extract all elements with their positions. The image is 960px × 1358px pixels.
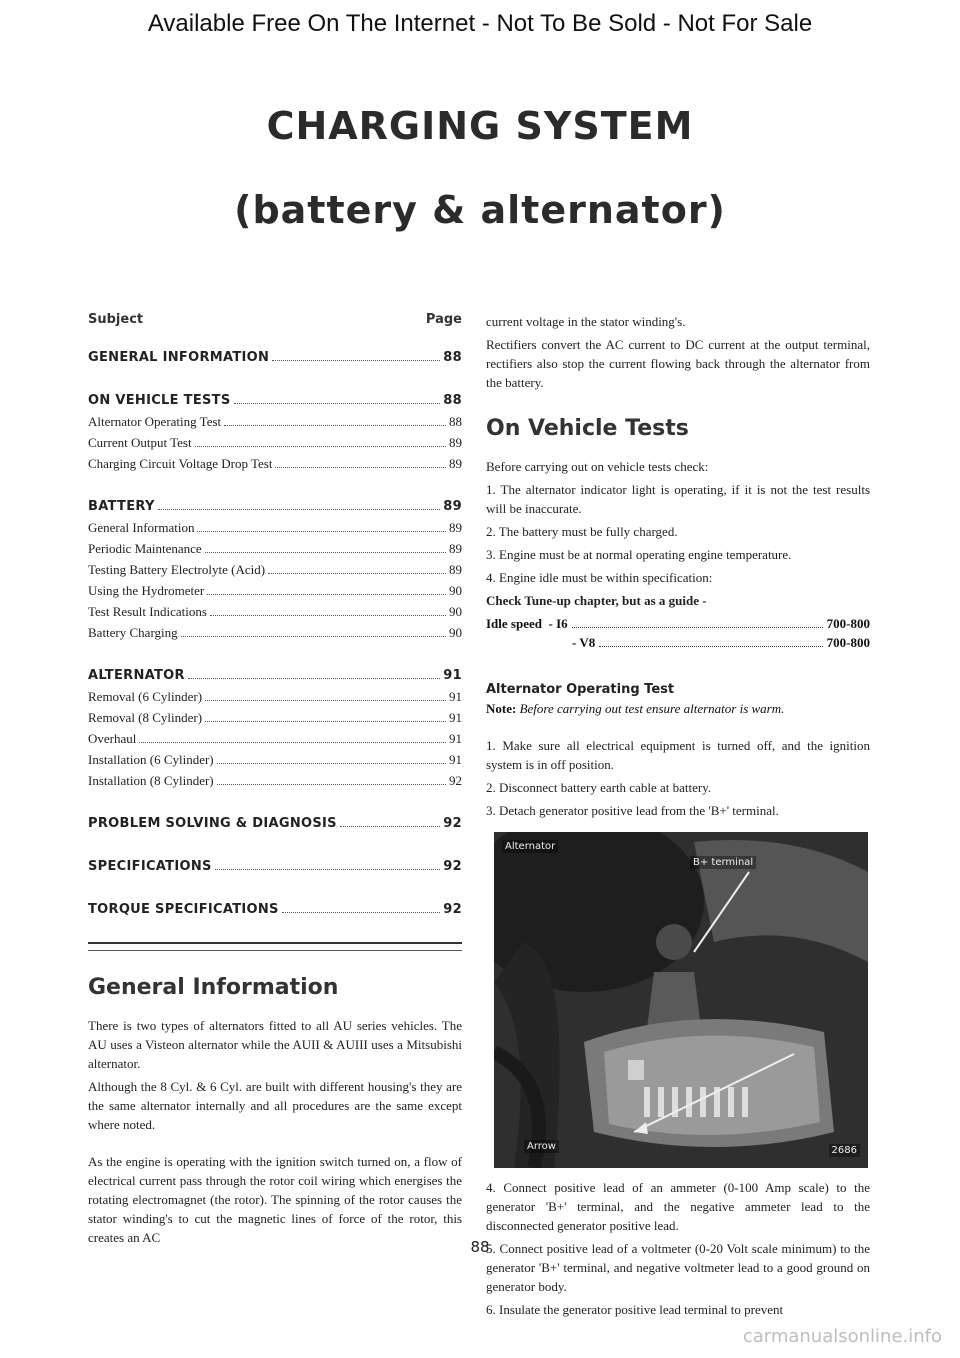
photo-tag-number: 2686 xyxy=(829,1144,860,1157)
idle-i6-value: 700-800 xyxy=(826,616,870,631)
toc-entry-page: 89 xyxy=(449,456,462,471)
toc-entry xyxy=(88,559,462,580)
toc-entry xyxy=(88,770,462,791)
toc-entry-label: Battery Charging xyxy=(88,625,178,640)
toc-entry xyxy=(88,496,462,517)
toc-subject-label: Subject xyxy=(88,312,144,327)
toc-entry xyxy=(88,899,462,920)
toc-entry-label: Periodic Maintenance xyxy=(88,541,202,556)
toc-entry xyxy=(88,622,462,643)
check-4: 4. Engine idle must be within specification: xyxy=(486,570,713,585)
toc-entry-label: TORQUE SPECIFICATIONS xyxy=(88,902,279,917)
general-info-p2: Although the 8 Cyl. & 6 Cyl. are built with different housing's they are the same alternator internally and all procedures are the same except where noted. xyxy=(88,1079,462,1132)
toc-group xyxy=(88,665,462,791)
watermark: carmanualsonline.info xyxy=(742,1326,942,1347)
toc-group xyxy=(88,813,462,834)
toc-entry-page: 89 xyxy=(443,499,462,514)
toc-entry xyxy=(88,728,462,749)
checks-intro: Before carrying out on vehicle tests check: xyxy=(486,459,709,474)
idle-v8-label: - V8 xyxy=(572,635,596,650)
toc-entry xyxy=(88,601,462,622)
idle-i6-label: - I6 xyxy=(548,616,568,631)
toc-entry-label: Test Result Indications xyxy=(88,604,207,619)
note-label: Note: xyxy=(486,701,517,716)
toc-entry-page: 91 xyxy=(443,668,462,683)
step-2: 2. Disconnect battery earth cable at battery. xyxy=(486,780,712,795)
toc-page-label: Page xyxy=(425,312,462,327)
toc-entry-page: 92 xyxy=(443,902,462,917)
continued-p2: Rectifiers convert the AC current to DC current at the output terminal, rectifiers also stop the current flowing back through the alternator from the battery. xyxy=(486,337,870,390)
toc-entry xyxy=(88,707,462,728)
toc-entry-page: 88 xyxy=(443,350,462,365)
toc-group xyxy=(88,899,462,920)
table-of-contents xyxy=(88,347,462,920)
toc-entry-label: ON VEHICLE TESTS xyxy=(88,393,231,408)
toc-entry-label: Removal (6 Cylinder) xyxy=(88,689,203,704)
toc-entry-label: Using the Hydrometer xyxy=(88,583,205,598)
chapter-title: CHARGING SYSTEM xyxy=(266,104,694,148)
toc-entry-page: 89 xyxy=(449,435,462,450)
step-3: 3. Detach generator positive lead from the 'B+' terminal. xyxy=(486,803,779,818)
toc-entry-label: GENERAL INFORMATION xyxy=(88,350,270,365)
alternator-photo-illustration xyxy=(494,832,868,1168)
op-test-note xyxy=(486,699,870,718)
toc-entry-page: 90 xyxy=(449,583,462,598)
toc-entry-page: 92 xyxy=(449,773,462,788)
toc-entry-page: 89 xyxy=(449,562,462,577)
toc-entry xyxy=(88,347,462,368)
toc-entry-page: 92 xyxy=(443,859,462,874)
right-column xyxy=(486,312,870,1323)
step-6: 6. Insulate the generator positive lead terminal to prevent xyxy=(486,1302,784,1317)
toc-entry-label: Installation (8 Cylinder) xyxy=(88,773,214,788)
toc-entry-page: 89 xyxy=(449,541,462,556)
op-test-heading: Alternator Operating Test xyxy=(486,682,675,697)
idle-spec-v8 xyxy=(486,633,870,652)
toc-entry xyxy=(88,665,462,686)
photo-tag-alternator: Alternator xyxy=(502,840,558,853)
general-info-p3: As the engine is operating with the ignition switch turned on, a flow of electrical current pass through the rotor coil wiring which energises the rotating electromagnet (the rotor). The spinning of the rotor causes the stator winding's to cut the magnetic lines of force of the rotor, this creates an AC xyxy=(88,1154,462,1245)
on-vehicle-tests-heading: On Vehicle Tests xyxy=(486,416,689,441)
toc-group xyxy=(88,496,462,643)
toc-entry-page: 89 xyxy=(449,520,462,535)
general-info-heading: General Information xyxy=(88,975,339,1000)
banner-notice: Available Free On The Internet - Not To Be Sold - Not For Sale xyxy=(147,10,813,37)
toc-group xyxy=(88,390,462,474)
toc-entry-label: Overhaul xyxy=(88,731,137,746)
toc-entry-page: 90 xyxy=(449,625,462,640)
divider-thick xyxy=(88,942,462,944)
toc-entry-page: 91 xyxy=(449,710,462,725)
toc-entry-label: BATTERY xyxy=(88,499,155,514)
toc-entry-page: 88 xyxy=(449,414,462,429)
idle-spec-i6 xyxy=(486,614,870,633)
toc-entry-label: General Information xyxy=(88,520,195,535)
toc-group xyxy=(88,856,462,877)
toc-entry xyxy=(88,432,462,453)
step-5: 5. Connect positive lead of a voltmeter (0-20 Volt scale minimum) to the generator 'B+' terminal, and negative voltmeter lead to a good ground on generator body. xyxy=(486,1241,870,1294)
toc-entry-label: Installation (6 Cylinder) xyxy=(88,752,214,767)
toc-entry-page: 91 xyxy=(449,752,462,767)
toc-entry-label: Charging Circuit Voltage Drop Test xyxy=(88,456,273,471)
photo-tag-arrow: Arrow xyxy=(524,1140,559,1153)
toc-entry-page: 92 xyxy=(443,816,462,831)
toc-entry xyxy=(88,856,462,877)
toc-entry-label: PROBLEM SOLVING & DIAGNOSIS xyxy=(88,816,337,831)
toc-entry xyxy=(88,390,462,411)
toc-entry-label: ALTERNATOR xyxy=(88,668,185,683)
toc-entry-label: Current Output Test xyxy=(88,435,192,450)
toc-entry-label: Testing Battery Electrolyte (Acid) xyxy=(88,562,266,577)
toc-group xyxy=(88,347,462,368)
check-1: 1. The alternator indicator light is operating, if it is not the test results will be inaccurate. xyxy=(486,482,870,516)
tuneup-note: Check Tune-up chapter, but as a guide - xyxy=(486,593,707,608)
continued-p1: current voltage in the stator winding's. xyxy=(486,314,686,329)
check-2: 2. The battery must be fully charged. xyxy=(486,524,678,539)
toc-entry-label: SPECIFICATIONS xyxy=(88,859,212,874)
alternator-photo xyxy=(494,832,868,1168)
toc-entry xyxy=(88,538,462,559)
idle-label: Idle speed xyxy=(486,616,542,631)
toc-entry xyxy=(88,749,462,770)
step-1: 1. Make sure all electrical equipment is turned off, and the ignition system is in off position. xyxy=(486,738,870,772)
check-3: 3. Engine must be at normal operating engine temperature. xyxy=(486,547,792,562)
toc-entry xyxy=(88,686,462,707)
toc-entry-label: Removal (8 Cylinder) xyxy=(88,710,203,725)
toc-entry-page: 91 xyxy=(449,689,462,704)
toc-header xyxy=(88,312,462,327)
note-text: Before carrying out test ensure alternator is warm. xyxy=(519,701,785,716)
toc-entry-page: 91 xyxy=(449,731,462,746)
idle-v8-value: 700-800 xyxy=(826,635,870,650)
page-number: 88 xyxy=(470,1238,490,1256)
toc-entry xyxy=(88,411,462,432)
toc-entry xyxy=(88,453,462,474)
toc-entry-page: 90 xyxy=(449,604,462,619)
toc-entry xyxy=(88,813,462,834)
general-info-p1: There is two types of alternators fitted to all AU series vehicles. The AU uses a Visteon alternator while the AUII & AUIII uses a Mitsubishi alternator. xyxy=(88,1018,462,1071)
chapter-subtitle: (battery & alternator) xyxy=(234,188,726,232)
divider-thin xyxy=(88,950,462,951)
toc-entry xyxy=(88,580,462,601)
step-4: 4. Connect positive lead of an ammeter (0-100 Amp scale) to the generator 'B+' terminal, and the negative ammeter lead to the disconnected generator positive lead. xyxy=(486,1180,870,1233)
toc-entry-page: 88 xyxy=(443,393,462,408)
left-column xyxy=(88,312,462,1251)
toc-entry-label: Alternator Operating Test xyxy=(88,414,222,429)
photo-tag-terminal: B+ terminal xyxy=(690,856,756,869)
toc-entry xyxy=(88,517,462,538)
